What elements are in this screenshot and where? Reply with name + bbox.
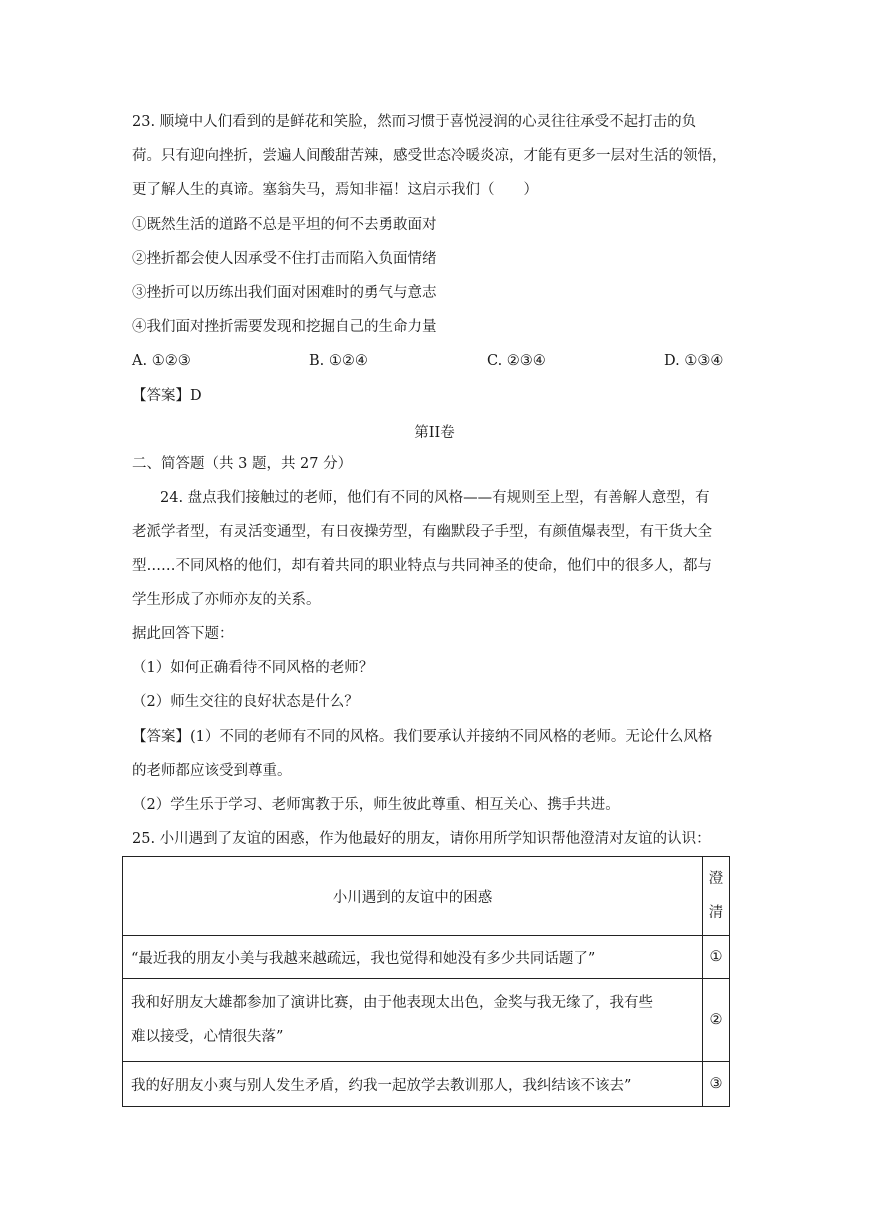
q24-sub-question-2: （2）师生交往的良好状态是什么？ [132, 694, 359, 710]
q25-intro: 25. 小川遇到了友谊的困惑，作为他最好的朋友，请你用所学知识帮他澄清对友谊的认识： [132, 831, 711, 847]
q24-stem-line-1: 24. 盘点我们接触过的老师，他们有不同的风格——有规则至上型，有善解人意型，有 [160, 490, 710, 506]
row-2-text-line-2: 难以接受，心情很失落” [131, 1029, 284, 1045]
header-clarify-char-2: 清 [708, 905, 724, 921]
friendship-confusion-table [122, 856, 730, 1107]
q23-option-d: D. ①③④ [664, 353, 724, 369]
q23-option-a: A. ①②③ [132, 353, 191, 369]
q24-answer-line-1: 【答案】(1）不同的老师有不同的风格。我们要承认并接纳不同风格的老师。无论什么风格 [132, 729, 713, 745]
table-row [123, 1062, 730, 1107]
q24-answer-line-2: 的老师都应该受到尊重。 [132, 763, 292, 779]
header-confusion: 小川遇到的友谊中的困惑 [123, 857, 703, 936]
q23-statement-4: ④我们面对挫折需要发现和挖掘自己的生命力量 [132, 319, 437, 335]
q24-stem-line-3: 型……不同风格的他们，却有着共同的职业特点与共同神圣的使命，他们中的很多人，都与 [132, 558, 712, 574]
table-row [123, 979, 730, 1062]
row-1-text: “最近我的朋友小美与我越来越疏远，我也觉得和她没有多少共同话题了” [123, 936, 703, 979]
q23-stem-line-1: 23. 顺境中人们看到的是鲜花和笑脸，然而习惯于喜悦浸润的心灵往往承受不起打击的负 [132, 114, 697, 130]
row-1-mark: ① [703, 936, 730, 979]
header-clarify [703, 857, 730, 936]
header-clarify-char-1: 澄 [708, 871, 724, 887]
table-row [123, 936, 730, 979]
q24-sub-question-1: （1）如何正确看待不同风格的老师？ [132, 660, 374, 676]
q23-answer: 【答案】D [132, 388, 202, 404]
table-header-row [123, 857, 730, 936]
row-2-text [123, 979, 703, 1062]
row-3-mark: ③ [703, 1062, 730, 1107]
row-2-text-line-1: 我和好朋友大雄都参加了演讲比赛，由于他表现太出色，金奖与我无缘了，我有些 [131, 995, 653, 1011]
q24-stem-line-4: 学生形成了亦师亦友的关系。 [132, 592, 321, 608]
q23-stem-line-2: 荷。只有迎向挫折，尝遍人间酸甜苦辣，感受世态冷暖炎凉，才能有更多一层对生活的领悟， [132, 148, 727, 164]
q23-option-c: C. ②③④ [487, 353, 546, 369]
row-2-mark: ② [703, 979, 730, 1062]
row-3-text: 我的好朋友小爽与别人发生矛盾，约我一起放学去教训那人，我纠结该不该去” [123, 1062, 703, 1107]
q23-statement-1: ①既然生活的道路不总是平坦的何不去勇敢面对 [132, 217, 437, 233]
section-title: 二、简答题（共 3 题，共 27 分） [132, 456, 353, 472]
q24-stem-line-2: 老派学者型，有灵活变通型，有日夜操劳型，有幽默段子手型，有颜值爆表型，有干货大全 [132, 524, 712, 540]
q23-statement-2: ②挫折都会使人因承受不住打击而陷入负面情绪 [132, 251, 437, 267]
volume-title: 第II卷 [414, 425, 455, 441]
q23-statement-3: ③挫折可以历练出我们面对困难时的勇气与意志 [132, 285, 437, 301]
q23-option-b: B. ①②④ [309, 353, 368, 369]
q24-prompt: 据此回答下题： [132, 626, 234, 642]
q23-stem-line-3: 更了解人生的真谛。塞翁失马，焉知非福！这启示我们（ ） [132, 182, 538, 198]
q24-answer-line-3: （2）学生乐于学习、老师寓教于乐，师生彼此尊重、相互关心、携手共进。 [132, 797, 620, 813]
